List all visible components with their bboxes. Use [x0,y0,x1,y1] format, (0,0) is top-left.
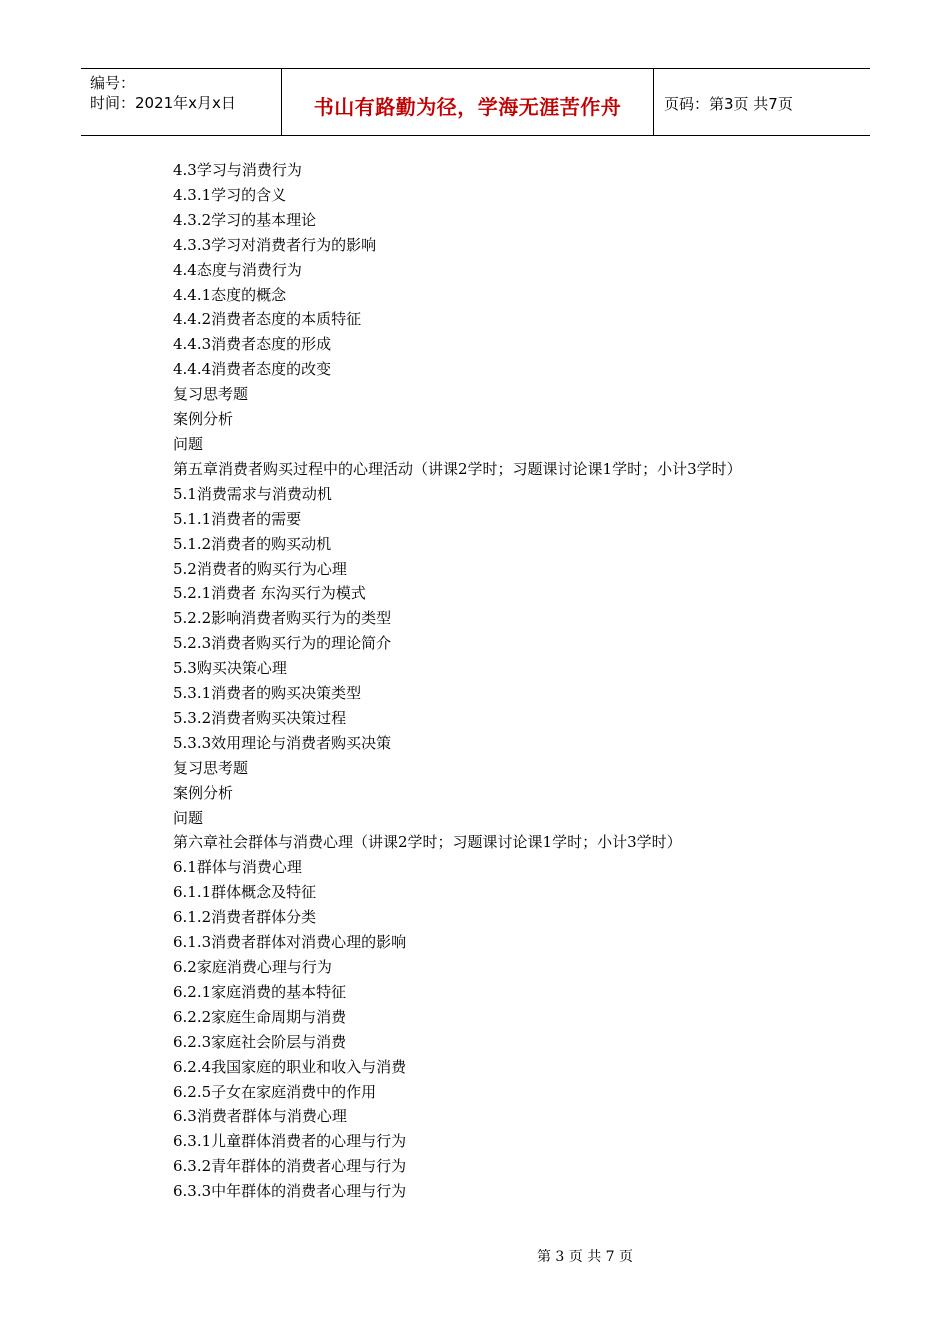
outline-line: 6.1.2消费者群体分类 [173,908,317,927]
outline-line: 6.3消费者群体与消费心理 [173,1107,347,1126]
outline-line: 4.3.2学习的基本理论 [173,210,317,229]
outline-line: 案例分析 [173,783,234,802]
outline-line: 6.2.5子女在家庭消费中的作用 [173,1082,377,1101]
time-label: 时间：2021年x月x日 [90,94,236,112]
page-footer: 第 3 页 共 7 页 [536,1249,634,1265]
outline-line: 5.3.1消费者的购买决策类型 [173,684,362,703]
outline-line: 问题 [173,808,204,827]
outline-line: 6.2.3家庭社会阶层与消费 [173,1032,347,1051]
number-label: 编号： [90,74,136,92]
outline-line: 5.1.2消费者的购买动机 [173,534,332,553]
outline-line: 6.3.2青年群体的消费者心理与行为 [173,1157,407,1176]
outline-line: 5.2.1消费者 东沟买行为模式 [173,584,366,603]
chapter-heading: 第五章消费者购买过程中的心理活动（讲课2学时；习题课讨论课1学时；小计3学时） [173,459,742,478]
outline-line: 5.1.1消费者的需要 [173,509,302,528]
outline-line: 5.2.2影响消费者购买行为的类型 [173,609,392,628]
header-motto: 书山有路勤为径，学海无涯苦作舟 [282,69,654,135]
outline-line: 6.1.1群体概念及特征 [173,883,317,902]
outline-line: 5.3购买决策心理 [173,659,287,678]
outline-line: 4.4.2消费者态度的本质特征 [173,310,362,329]
outline-line: 4.4.1态度的概念 [173,285,287,304]
outline-line: 6.1.3消费者群体对消费心理的影响 [173,933,407,952]
outline-line: 4.3.1学习的含义 [173,185,287,204]
outline-line: 6.3.3中年群体的消费者心理与行为 [173,1182,407,1201]
outline-line: 复习思考题 [173,385,249,404]
outline-line: 6.1群体与消费心理 [173,858,302,877]
header-meta-cell [81,69,282,135]
chapter-heading: 第六章社会群体与消费心理（讲课2学时；习题课讨论课1学时；小计3学时） [173,833,682,852]
header-page-label: 页码：第3页 共7页 [664,95,793,113]
outline-line: 6.2.1家庭消费的基本特征 [173,982,347,1001]
outline-line: 6.2家庭消费心理与行为 [173,958,332,976]
outline-line: 5.3.3效用理论与消费者购买决策 [173,733,392,752]
outline-line: 4.4.4消费者态度的改变 [173,360,332,379]
outline-line: 5.1消费需求与消费动机 [173,484,332,503]
outline-line: 6.3.1儿童群体消费者的心理与行为 [173,1132,407,1151]
outline-line: 5.3.2消费者购买决策过程 [173,708,347,727]
outline-line: 复习思考题 [173,758,249,777]
outline-line: 5.2消费者的购买行为心理 [173,559,347,578]
outline-line: 4.3.3学习对消费者行为的影响 [173,235,377,254]
outline-line: 案例分析 [173,410,234,429]
outline-line: 4.4态度与消费行为 [173,260,302,279]
document-body [144,158,814,1204]
outline-line: 6.2.4我国家庭的职业和收入与消费 [173,1057,407,1076]
outline-line: 4.3学习与消费行为 [173,161,302,179]
outline-line: 问题 [173,434,204,453]
outline-line: 5.2.3消费者购买行为的理论简介 [173,634,392,653]
outline-line: 4.4.3消费者态度的形成 [173,335,332,354]
outline-line: 6.2.2家庭生命周期与消费 [173,1007,347,1026]
document-header [81,68,870,136]
